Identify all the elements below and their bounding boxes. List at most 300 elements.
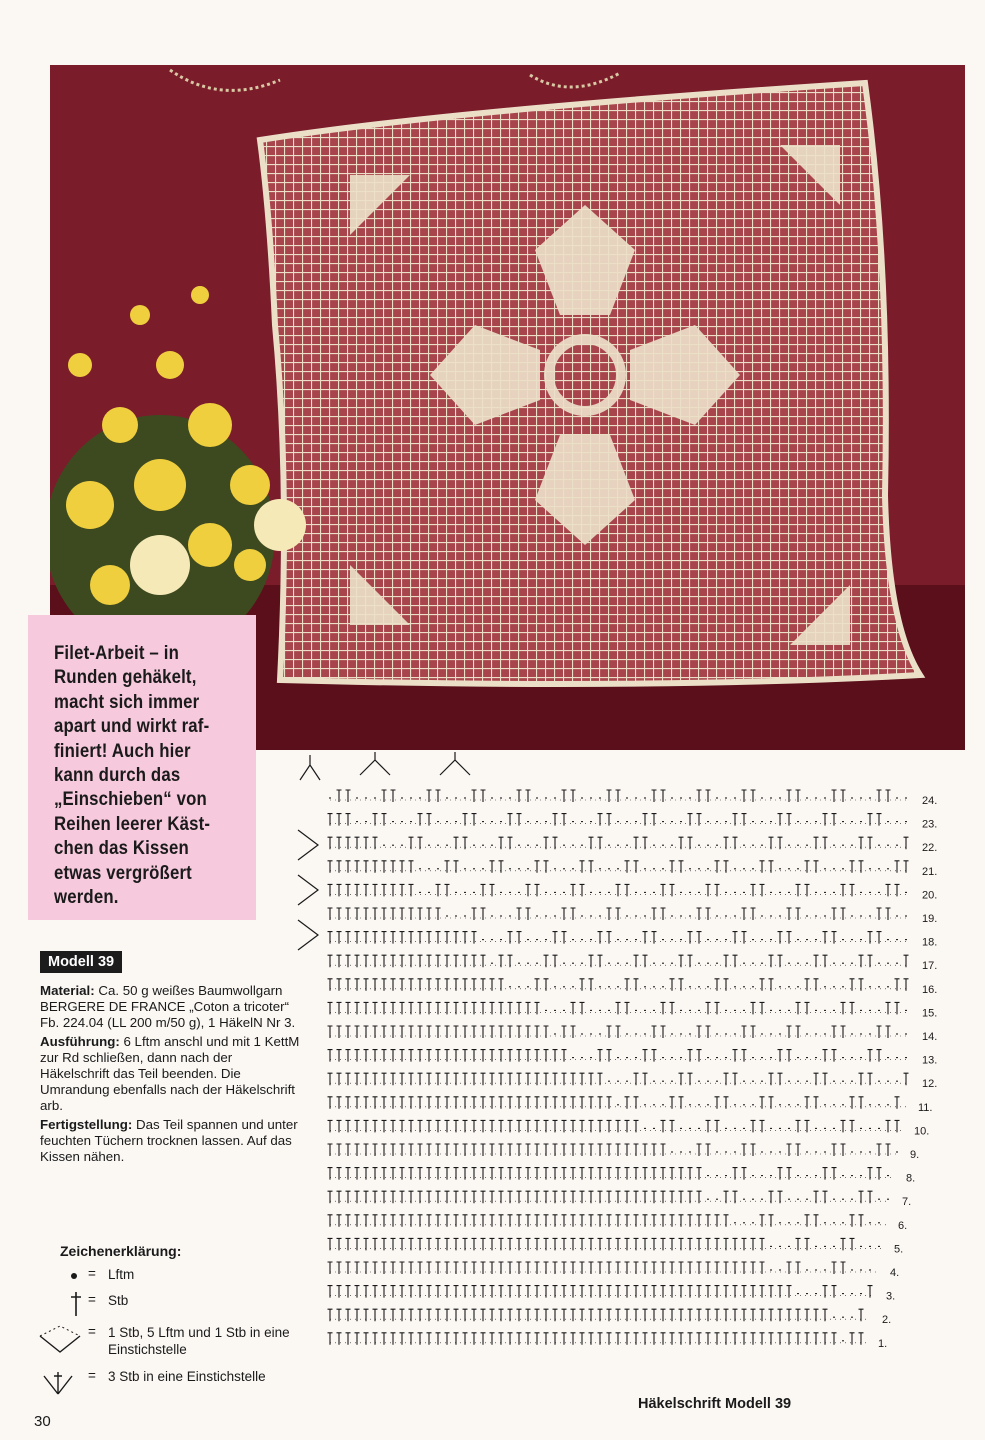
stitch-mark (688, 1286, 693, 1298)
stitch-mark (508, 1073, 513, 1085)
row-number-label: 2. (882, 1314, 892, 1327)
stitch-mark (418, 1215, 423, 1227)
stitch-mark (418, 1050, 423, 1062)
stitch-mark (661, 1238, 666, 1250)
corner-motifs (298, 752, 470, 950)
stitch-mark (769, 1097, 774, 1109)
crochet-chart (290, 750, 970, 1420)
stitch-mark (436, 1097, 441, 1109)
stitch-mark (499, 1286, 504, 1298)
double-crochet-icon (36, 1292, 86, 1322)
stitch-mark (364, 1120, 369, 1132)
stitch-mark (769, 1333, 774, 1345)
stitch-mark (409, 837, 414, 849)
row-number-label: 12. (922, 1078, 938, 1091)
stitch-mark (454, 1026, 459, 1038)
stitch-mark (886, 908, 891, 920)
stitch-mark (724, 1333, 729, 1345)
stitch-mark (778, 1073, 783, 1085)
stitch-mark (796, 1144, 801, 1156)
stitch-mark (508, 1097, 513, 1109)
stitch-mark (373, 1050, 378, 1062)
stitch-mark (499, 837, 504, 849)
stitch-mark (526, 1097, 531, 1109)
stitch-mark (886, 1120, 891, 1132)
row-number-label: 11. (918, 1101, 933, 1114)
stitch-mark (553, 1309, 558, 1321)
stitch-mark (859, 1073, 864, 1085)
stitch-mark (598, 1262, 603, 1274)
stitch-mark (544, 1333, 549, 1345)
stitch-mark (643, 1073, 648, 1085)
row-number-label: 23. (922, 818, 938, 831)
stitch-mark (436, 979, 441, 991)
stitch-mark (373, 1262, 378, 1274)
stitch-mark (364, 1191, 369, 1203)
row-number-label: 22. (922, 842, 938, 855)
stitch-mark (661, 1191, 666, 1203)
stitch-mark (328, 814, 333, 826)
stitch-mark (589, 1120, 594, 1132)
stitch-mark (391, 908, 396, 920)
stitch-mark (508, 1309, 513, 1321)
stitch-mark (814, 1333, 819, 1345)
stitch-mark (733, 1073, 738, 1085)
stitch-mark (436, 1286, 441, 1298)
stitch-mark (391, 884, 396, 896)
stitch-mark (706, 1144, 711, 1156)
stitch-mark (454, 837, 459, 849)
ausfuehrung-paragraph: Ausführung: 6 Lftm anschl und mit 1 KettM zur Rd schließen, dann nach der Häkelschrift das Teil beenden. Die Umrandung ebenfalls nach der Häkelschrift arb. (40, 1033, 300, 1114)
stitch-mark (364, 884, 369, 896)
stitch-mark (859, 1097, 864, 1109)
stitch-mark (616, 1120, 621, 1132)
stitch-mark (751, 1144, 756, 1156)
stitch-mark (508, 1333, 513, 1345)
stitch-mark (598, 1333, 603, 1345)
stitch-mark (733, 837, 738, 849)
stitch-mark (643, 1238, 648, 1250)
stitch-mark (706, 1120, 711, 1132)
stitch-mark (328, 884, 333, 896)
stitch-mark (661, 908, 666, 920)
stitch-mark (508, 837, 513, 849)
row-number-label: 8. (906, 1172, 916, 1185)
stitch-mark (724, 1191, 729, 1203)
stitch-mark (796, 908, 801, 920)
stitch-mark (328, 1144, 333, 1156)
stitch-mark (553, 1168, 558, 1180)
stitch-mark (454, 1097, 459, 1109)
stitch-mark (643, 1168, 648, 1180)
stitch-mark (634, 837, 639, 849)
stitch-mark (571, 908, 576, 920)
stitch-mark (841, 884, 846, 896)
stitch-mark (841, 1238, 846, 1250)
stitch-mark (499, 979, 504, 991)
stitch-mark (499, 1191, 504, 1203)
stitch-mark (391, 1002, 396, 1014)
stitch-mark (823, 1286, 828, 1298)
stitch-mark (391, 1050, 396, 1062)
stitch-mark (769, 837, 774, 849)
stitch-mark (481, 1002, 486, 1014)
stitch-mark (418, 1191, 423, 1203)
three-dc-cluster-icon (36, 1368, 86, 1398)
stitch-mark (778, 932, 783, 944)
stitch-mark (868, 1191, 873, 1203)
stitch-mark (364, 1097, 369, 1109)
stitch-mark (499, 1120, 504, 1132)
stitch-mark (463, 1168, 468, 1180)
stitch-mark (418, 1333, 423, 1345)
stitch-mark (526, 1238, 531, 1250)
stitch-mark (418, 1238, 423, 1250)
stitch-mark (391, 1168, 396, 1180)
stitch-mark (328, 1191, 333, 1203)
stitch-mark (796, 1262, 801, 1274)
stitch-mark (463, 837, 468, 849)
stitch-mark (409, 884, 414, 896)
stitch-mark (724, 837, 729, 849)
stitch-mark (526, 790, 531, 802)
stitch-mark (454, 955, 459, 967)
stitch-mark (868, 1286, 873, 1298)
stitch-mark (778, 837, 783, 849)
stitch-mark (823, 1191, 828, 1203)
stitch-mark (418, 1286, 423, 1298)
stitch-mark (391, 1333, 396, 1345)
row-number-label: 10. (914, 1125, 930, 1138)
stitch-mark (328, 1097, 333, 1109)
stitch-mark (706, 1286, 711, 1298)
stitch-mark (508, 1144, 513, 1156)
stitch-mark (661, 1168, 666, 1180)
row-number-label: 1. (878, 1337, 888, 1350)
stitch-mark (571, 1073, 576, 1085)
stitch-mark (364, 1309, 369, 1321)
stitch-mark (643, 1333, 648, 1345)
stitch-mark (688, 814, 693, 826)
stitch-mark (463, 1026, 468, 1038)
row-number-label: 7. (902, 1196, 912, 1209)
stitch-mark (616, 908, 621, 920)
stitch-mark (328, 1073, 333, 1085)
stitch-mark (589, 1238, 594, 1250)
stitch-mark (526, 1168, 531, 1180)
stitch-mark (841, 790, 846, 802)
stitch-mark (346, 1262, 351, 1274)
stitch-mark (454, 1073, 459, 1085)
stitch-mark (544, 1191, 549, 1203)
row-number-label: 19. (922, 913, 938, 925)
stitch-mark (544, 1309, 549, 1321)
stitch-mark (454, 1168, 459, 1180)
stitch-mark (346, 790, 351, 802)
stitch-mark (841, 1026, 846, 1038)
stitch-mark (589, 1309, 594, 1321)
stitch-mark (598, 1215, 603, 1227)
stitch-mark (526, 1120, 531, 1132)
stitch-mark (886, 1002, 891, 1014)
stitch-mark (436, 955, 441, 967)
stitch-mark (589, 837, 594, 849)
stitch-mark (508, 1026, 513, 1038)
stitch-mark (589, 1333, 594, 1345)
stitch-mark (454, 1144, 459, 1156)
stitch-mark (373, 955, 378, 967)
stitch-mark (481, 1073, 486, 1085)
stitch-mark (373, 908, 378, 920)
stitch-mark (508, 1002, 513, 1014)
stitch-mark (418, 1002, 423, 1014)
stitch-mark (571, 1097, 576, 1109)
stitch-mark (364, 955, 369, 967)
stitch-mark (463, 1286, 468, 1298)
stitch-mark (634, 1097, 639, 1109)
stitch-mark (526, 884, 531, 896)
stitch-mark (454, 1215, 459, 1227)
stitch-mark (733, 1238, 738, 1250)
stitch-mark (346, 1333, 351, 1345)
stitch-mark (679, 1097, 684, 1109)
stitch-mark (778, 955, 783, 967)
stitch-mark (679, 837, 684, 849)
stitch-mark (679, 1309, 684, 1321)
stitch-mark (868, 1168, 873, 1180)
stitch-mark (751, 1238, 756, 1250)
stitch-mark (616, 1238, 621, 1250)
stitch-mark (463, 1050, 468, 1062)
stitch-mark (706, 1215, 711, 1227)
stitch-mark (436, 884, 441, 896)
stitch-mark (364, 1168, 369, 1180)
stitch-mark (526, 1215, 531, 1227)
stitch-mark (463, 1073, 468, 1085)
stitch-mark (823, 1309, 828, 1321)
stitch-mark (616, 1286, 621, 1298)
stitch-mark (418, 837, 423, 849)
stitch-mark (598, 1168, 603, 1180)
stitch-mark (454, 1309, 459, 1321)
stitch-mark (643, 814, 648, 826)
stitch-mark (544, 1238, 549, 1250)
stitch-mark (346, 814, 351, 826)
stitch-mark (706, 790, 711, 802)
stitch-mark (724, 955, 729, 967)
stitch-mark (823, 837, 828, 849)
stitch-mark (391, 1215, 396, 1227)
stitch-mark (418, 1262, 423, 1274)
stitch-mark (553, 1120, 558, 1132)
stitch-mark (409, 1144, 414, 1156)
stitch-mark (418, 932, 423, 944)
stitch-mark (373, 1168, 378, 1180)
stitch-mark (364, 908, 369, 920)
stitch-mark (409, 1309, 414, 1321)
stitch-mark (463, 1002, 468, 1014)
row-number-label: 14. (922, 1031, 938, 1043)
stitch-mark (508, 1238, 513, 1250)
stitch-mark (616, 1002, 621, 1014)
stitch-mark (544, 1286, 549, 1298)
stitch-mark (463, 1309, 468, 1321)
stitch-mark (373, 1026, 378, 1038)
stitch-mark (661, 790, 666, 802)
stitch-mark (688, 1073, 693, 1085)
stitch-mark (553, 1215, 558, 1227)
stitch-mark (769, 1073, 774, 1085)
stitch-mark (328, 1309, 333, 1321)
stitch-mark (598, 1286, 603, 1298)
stitch-mark (463, 979, 468, 991)
stitch-mark (841, 1002, 846, 1014)
stitch-mark (769, 1309, 774, 1321)
stitch-mark (463, 932, 468, 944)
stitch-mark (634, 1286, 639, 1298)
stitch-mark (634, 1333, 639, 1345)
stitch-mark (463, 1238, 468, 1250)
stitch-mark (526, 1309, 531, 1321)
stitch-mark (409, 1286, 414, 1298)
stitch-mark (778, 1286, 783, 1298)
stitch-mark (409, 861, 414, 873)
stitch-mark (796, 884, 801, 896)
stitch-mark (688, 1262, 693, 1274)
row-number-label: 21. (922, 865, 938, 878)
stitch-mark (733, 814, 738, 826)
stitch-mark (553, 955, 558, 967)
stitch-mark (679, 1215, 684, 1227)
stitch-mark (571, 1309, 576, 1321)
stitch-mark (571, 1002, 576, 1014)
stitch-mark (526, 1262, 531, 1274)
stitch-mark (436, 1262, 441, 1274)
stitch-mark (508, 1191, 513, 1203)
stitch-mark (391, 1309, 396, 1321)
stitch-mark (454, 861, 459, 873)
stitch-mark (454, 1262, 459, 1274)
stitch-mark (526, 1333, 531, 1345)
stitch-mark (769, 1286, 774, 1298)
stitch-mark (688, 1215, 693, 1227)
stitch-mark (328, 1333, 333, 1345)
stitch-mark (418, 1026, 423, 1038)
stitch-mark (526, 1026, 531, 1038)
stitch-mark (751, 1333, 756, 1345)
stitch-mark (418, 1168, 423, 1180)
row-number-label: 5. (894, 1243, 904, 1256)
stitch-mark (454, 1333, 459, 1345)
stitch-mark (724, 1238, 729, 1250)
stitch-mark (814, 1097, 819, 1109)
stitch-mark (346, 1215, 351, 1227)
stitch-mark (499, 861, 504, 873)
stitch-mark (904, 861, 909, 873)
row-number-label: 4. (890, 1267, 900, 1279)
stitch-mark (346, 1050, 351, 1062)
stitch-mark (796, 1002, 801, 1014)
stitch-mark (688, 932, 693, 944)
stitch-mark (706, 1002, 711, 1014)
stitch-mark (553, 1144, 558, 1156)
row-labels (878, 795, 937, 1350)
stitch-mark (463, 1333, 468, 1345)
stitch-mark (409, 932, 414, 944)
stitch-mark (886, 790, 891, 802)
stitch-mark (544, 1215, 549, 1227)
stitch-mark (346, 1097, 351, 1109)
page-number: 30 (34, 1413, 51, 1430)
stitch-mark (409, 1120, 414, 1132)
stitch-mark (373, 1120, 378, 1132)
stitch-mark (823, 1333, 828, 1345)
stitch-mark (526, 1144, 531, 1156)
row-number-label: 6. (898, 1219, 908, 1232)
stitch-mark (364, 1286, 369, 1298)
stitch-mark (796, 1026, 801, 1038)
stitch-mark (481, 1050, 486, 1062)
stitch-mark (634, 1191, 639, 1203)
stitch-mark (481, 1120, 486, 1132)
stitch-mark (733, 932, 738, 944)
stitch-mark (841, 908, 846, 920)
stitch-mark (751, 1026, 756, 1038)
stitch-mark (436, 1191, 441, 1203)
stitch-mark (661, 1309, 666, 1321)
stitch-mark (373, 861, 378, 873)
stitch-mark (409, 1097, 414, 1109)
stitch-mark (598, 1238, 603, 1250)
stitch-mark (634, 1238, 639, 1250)
stitch-mark (643, 955, 648, 967)
stitch-mark (661, 1262, 666, 1274)
stitch-mark (868, 1073, 873, 1085)
stitch-mark (688, 1333, 693, 1345)
stitch-mark (481, 1168, 486, 1180)
stitch-mark (769, 861, 774, 873)
stitch-mark (814, 1191, 819, 1203)
stitch-mark (724, 1262, 729, 1274)
stitch-mark (328, 932, 333, 944)
stitch-mark (499, 1238, 504, 1250)
stitch-mark (688, 955, 693, 967)
stitch-mark (634, 1073, 639, 1085)
stitch-mark (553, 1050, 558, 1062)
stitch-mark (751, 1002, 756, 1014)
stitch-mark (391, 1286, 396, 1298)
stitch-mark (796, 1120, 801, 1132)
stitch-mark (769, 1191, 774, 1203)
stitch-mark (733, 1050, 738, 1062)
stitch-mark (778, 1309, 783, 1321)
stitch-mark (679, 979, 684, 991)
stitch-mark (904, 979, 909, 991)
stitch-mark (373, 814, 378, 826)
stitch-mark (616, 1026, 621, 1038)
stitch-mark (553, 1333, 558, 1345)
stitch-mark (814, 861, 819, 873)
stitch-mark (364, 1333, 369, 1345)
stitch-mark (373, 1215, 378, 1227)
stitch-mark (589, 955, 594, 967)
stitch-mark (544, 1144, 549, 1156)
stitch-mark (634, 1262, 639, 1274)
stitch-mark (751, 1286, 756, 1298)
stitch-mark (436, 1073, 441, 1085)
stitch-mark (544, 979, 549, 991)
stitch-mark (436, 1026, 441, 1038)
